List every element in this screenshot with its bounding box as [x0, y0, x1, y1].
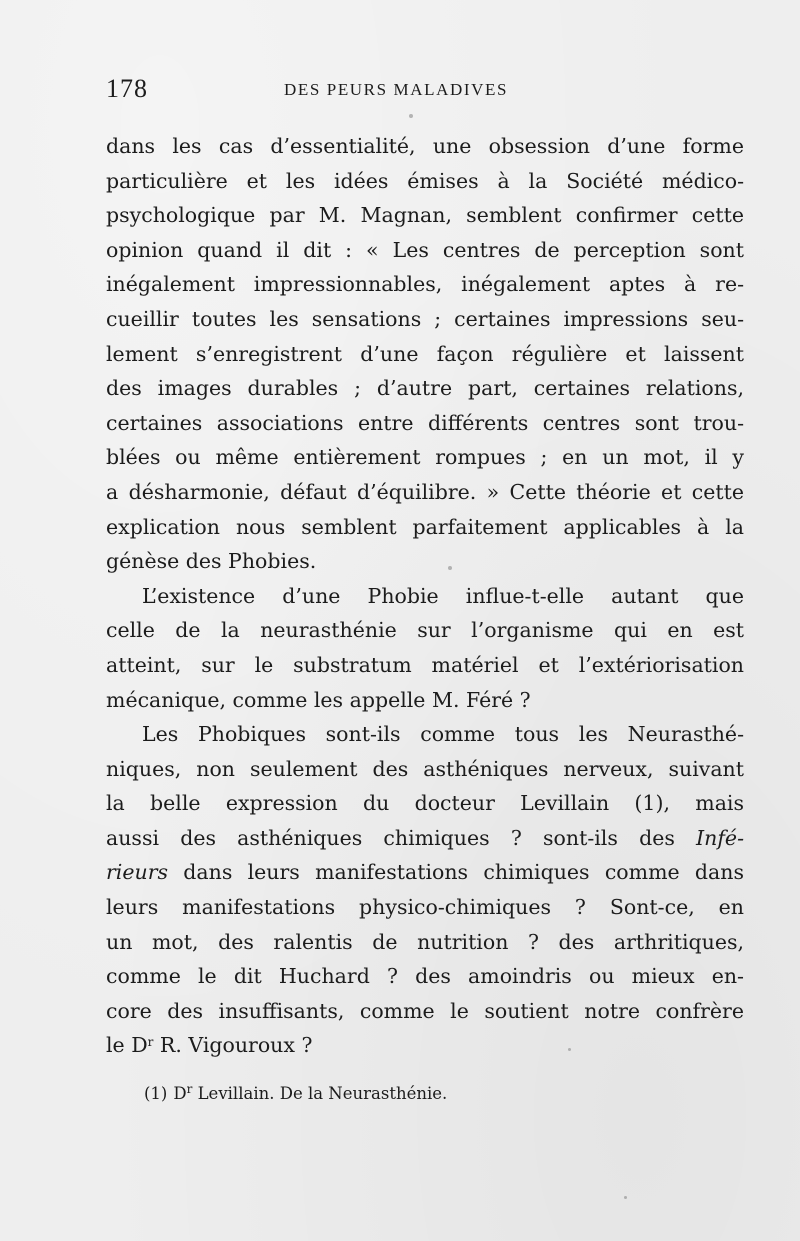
superscript: r: [147, 1035, 154, 1050]
superscript: r: [186, 1082, 193, 1096]
text-line: a désharmonie, défaut d’équilibre. » Cette théorie et cette: [106, 479, 744, 504]
text-line: un mot, des ralentis de nutrition ? des arthritiques,: [106, 929, 744, 954]
text-line: [106, 1028, 744, 1063]
body-text: [106, 129, 744, 1063]
text-line: leurs manifestations physico-chimiques ? Sont-ce, en: [106, 895, 744, 920]
page-header: [106, 74, 750, 108]
footnote: [144, 1084, 447, 1103]
text-line: des images durables ; d’autre part, certaines relations,: [106, 376, 744, 401]
page-number: 178: [106, 74, 148, 103]
text-line: opinion quand il dit : « Les centres de perception sont: [106, 237, 744, 262]
italic-word: Infé-: [696, 825, 744, 850]
text-line: génèse des Phobies.: [106, 549, 317, 574]
text-line: psychologique par M. Magnan, semblent confirmer cette: [106, 203, 744, 228]
text-segment: aussi des asthéniques chimiques ? sont-ils des: [106, 825, 697, 850]
paper-speck: [568, 1048, 571, 1051]
text-line: mécanique, comme les appelle M. Féré ?: [106, 687, 531, 712]
text-line: [106, 855, 744, 890]
footnote-marker: (1): [144, 1084, 168, 1103]
text-line: cueillir toutes les sensations ; certaines impressions seu-: [106, 306, 744, 331]
text-line-indent: Les Phobiques sont-ils comme tous les Neurasthé-: [142, 722, 744, 747]
text-line: inégalement impressionnables, inégalement aptes à re-: [106, 272, 744, 297]
footnote-text: Levillain. De la Neurasthénie.: [192, 1084, 448, 1103]
text-line-indent: L’existence d’une Phobie influe-t-elle autant que: [142, 583, 744, 608]
paper-speck: [624, 1196, 627, 1199]
text-line: core des insuffisants, comme le soutient notre confrère: [106, 998, 744, 1023]
italic-word: rieurs: [106, 860, 169, 885]
text-line: comme le dit Huchard ? des amoindris ou mieux en-: [106, 964, 744, 989]
text-segment: le D: [106, 1033, 148, 1058]
text-segment: R. Vigouroux ?: [153, 1033, 313, 1058]
paper-speck: [448, 566, 452, 570]
text-line: certaines associations entre différents centres sont trou-: [106, 410, 744, 435]
running-head: DES PEURS MALADIVES: [284, 80, 509, 99]
text-line: particulière et les idées émises à la Société médico-: [106, 168, 744, 193]
text-line: la belle expression du docteur Levillain (1), mais: [106, 791, 744, 816]
text-segment: dans leurs manifestations chimiques comme dans: [168, 860, 744, 885]
text-line: celle de la neurasthénie sur l’organisme qui en est: [106, 618, 744, 643]
text-line: explication nous semblent parfaitement applicables à la: [106, 514, 744, 539]
text-line: niques, non seulement des asthéniques nerveux, suivant: [106, 756, 744, 781]
footnote-prefix: D: [173, 1084, 187, 1103]
text-line: blées ou même entièrement rompues ; en un mot, il y: [106, 445, 744, 470]
paper-speck: [409, 114, 413, 118]
text-line: [106, 821, 744, 856]
text-line: dans les cas d’essentialité, une obsession d’une forme: [106, 134, 744, 158]
text-line: atteint, sur le substratum matériel et l’extériorisation: [106, 652, 744, 677]
text-line: lement s’enregistrent d’une façon régulière et laissent: [106, 341, 744, 366]
